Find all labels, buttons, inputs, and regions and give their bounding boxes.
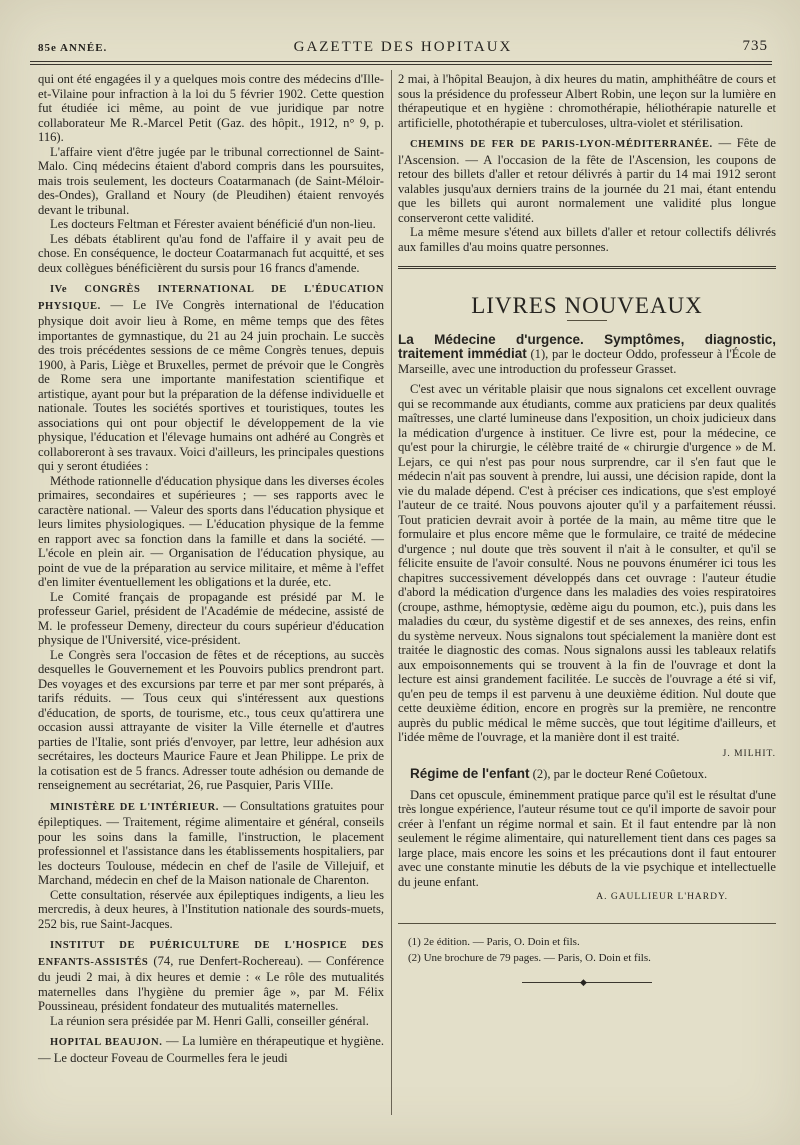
news-item-institut: INSTITUT DE PUÉRICULTURE DE L'HOSPICE DES ENFANTS-ASSISTÉS (74, rue Denfert-Rochereau). — Conférence du jeudi 2 mai, à dix heures et demie : « Le rôle des mutualités maternelles dans l'hygiène du premier âge », par M. Félix Poussineau, président fondateur des mutualités maternelles.	[38, 940, 384, 1013]
book-entry-medecine: La Médecine d'urgence. Symptômes, diagnostic, traitement immédiat (1), par le docteur Oddo, professeur à l'École de Marseille, avec une introduction du professeur Grasset.	[398, 331, 776, 376]
end-ornament	[522, 982, 652, 983]
paragraph: Cette consultation, réservée aux épileptiques indigents, a lieu les mercredis, à deux heures, à l'Institution nationale des sourds-muets, 252 bis, rue Saint-Jacques.	[38, 887, 384, 931]
rubric-heading: MINISTÈRE DE L'INTÉRIEUR.	[50, 801, 220, 813]
paragraph: Les débats établirent qu'au fond de l'affaire il y avait peu de chose. En conséquence, le docteur Coatarmanach fut acquitté, et ses deux collègues bénéficièrent du sursis pour 16 francs d'amende.	[38, 231, 384, 275]
header-title: GAZETTE DES HOPITAUX	[293, 39, 513, 55]
paragraph: Dans cet opuscule, éminemment pratique parce qu'il est le résultat d'une très longue expérience, l'auteur résume tout ce qu'il importe de savoir pour créer à l'enfant un régime normal et sain. Et il faut entendre par là non seulement le régime alimentaire, qui naturellement tient dans ces pages sa large place, mais encore les soins et les précautions dont il faut entourer avec une constante minutie les débuts de la vie psychique et intellectuelle du jeune enfant.	[398, 787, 776, 889]
rubric-heading: HOPITAL BEAUJON.	[50, 1037, 163, 1048]
left-column	[38, 72, 384, 1065]
paragraph: C'est avec un véritable plaisir que nous signalons cet excellent ouvrage qui se recommande aux étudiants, comme aux praticiens par deux qualités maîtresses, une clarté lumineuse dans l'exposition, un choix judicieux dans la médication d'urgence à instituer. Ce livre est, pour la médecine, ce qu'est pour la chirurgie, le célèbre traité de « chirurgie d'urgence » de M. Lejars, ce qui n'est pas pour nous surprendre, car il s'en faut que le médecin n'ait pas souvent à prendre, lui aussi, une décision rapide, dont la vie du malade dépend. C'est à préciser ces indications, que s'est employé l'auteur de ce traité. Nous pouvons ajouter qu'il y a parfaitement réussi. Tout praticien devrait avoir à portée de la main, au même titre que le formulaire et plus encore même que le formulaire, ce traité de médecine d'urgence ; nul doute que très souvent il n'ait à le consulter, et qu'il se félicite ensuite de l'avoir consulté. Nous ne pouvons énumérer ici tous les chapitres successivement développés dans cet ouvrage : l'auteur étudie d'abord la médication d'urgence dans les maladies des voies respiratoires (croupe, asthme, hémoptysie, œdème aigu du poumon, etc.), puis dans les maladies du cœur, du système digestif et de ses annexes, des reins, enfin du système nerveux. Nous signalons tout spécialement la manière dont est traitée le diagnostic des comas. Nous signalons aussi les tableaux relatifs aux empoisonnements qui se trouvent à la fin de l'ouvrage et dont la lecture est ainsi grandement facilitée. Le succès de l'ouvrage a été si vif, qu'en peu de temps il est parvenu à une deuxième édition. Nul doute que cette deuxième édition, encore en progrès sur la première, ne rencontre auprès du public médical le même succès, que tout légitime d'ailleurs, et l'idée même de l'ouvrage, et la manière dont il est traité.	[398, 382, 776, 744]
paragraph: Le Comité français de propagande est présidé par M. le professeur Gariel, président de l'Académie de médecine, assisté de M. le professeur Demeny, directeur du cours supérieur d'éducation physique de l'Université, vice-président.	[38, 589, 384, 647]
header-page-number: 735	[742, 38, 768, 54]
page-header	[30, 38, 776, 58]
rubric-heading: INSTITUT DE PUÉRICULTURE DE L'HOSPICE DES ENFANTS-ASSISTÉS	[38, 940, 384, 968]
book-title: Régime de l'enfant	[410, 766, 530, 781]
footnote: (2) Une brochure de 79 pages. — Paris, O. Doin et fils.	[408, 951, 651, 964]
section-rule	[398, 266, 776, 269]
paragraph: La réunion sera présidée par M. Henri Galli, conseiller général.	[50, 1013, 369, 1028]
paragraph: 2 mai, à l'hôpital Beaujon, à dix heures du matin, amphithéâtre de cours et sous la présidence du professeur Albert Robin, une leçon sur la lumière en thérapeutique et en hygiène : chromothérapie, héliothérapie naturelle et artificielle, photothérapie et tuberculoses, ultra-violet et stérilisation.	[398, 72, 776, 130]
rubric-heading: CHEMINS DE FER DE PARIS-LYON-MÉDITERRANÉE.	[410, 139, 713, 150]
title-underline	[567, 320, 607, 321]
book-entry-regime: Régime de l'enfant (2), par le docteur René Coûetoux.	[410, 766, 708, 781]
review-signature: A. GAULLIEUR L'HARDY.	[596, 892, 728, 902]
news-item-ministere: MINISTÈRE DE L'INTÉRIEUR. — Consultations gratuites pour épileptiques. — Traitement, régime alimentaire et général, conseils pour les soins dans la famille, l'instruction, le placement professionnel et l'assistance dans les établissements hospitaliers, par les docteurs Toulouse, médecin en chef de l'asile de Villejuif, et Marchand, médecin en chef de la Maison nationale de Charenton.	[38, 798, 385, 887]
footnote: (1) 2e édition. — Paris, O. Doin et fils.	[408, 935, 580, 948]
paragraph: L'affaire vient d'être jugée par le tribunal correctionnel de Saint-Malo. Cinq médecins étaient d'abord compris dans les poursuites, mais trois seulement, les docteurs Coatarmanach (de Saint-Méloir-des-Ondes), Gralland et Noury (de Pleudihen) étaient renvoyés devant le tribunal.	[38, 144, 384, 217]
header-rule	[30, 61, 772, 65]
paragraph: Le Congrès sera l'occasion de fêtes et de réceptions, au succès desquelles le Gouvernement et les Pouvoirs publics prendront part. Des voyages et des excursions par terre et par mer sont préparés, à tarifs réduits. — Tous ceux qui s'intéressent aux questions d'éducation, de sports, de tourisme, etc., tous ceux qu'attirera une occasion aussi attrayante de visiter la Ville éternelle et d'autres parties de l'Italie, sont priés d'envoyer, par lettre, leur adhésion aux secrétaires, les docteurs Maurice Faure et Jean Philippe. Le prix de la cotisation est de 5 francs. Adresser toute adhésion ou demande de renseignement au secrétariat, 26, rue Pasquier, Paris VIIIe.	[38, 647, 384, 792]
news-item-beaujon: HOPITAL BEAUJON. — La lumière en thérapeutique et hygiène. — Le docteur Foveau de Courmelles fera le jeudi	[38, 1034, 384, 1065]
review-signature: J. MILHIT.	[722, 748, 776, 759]
header-year: 85e ANNÉE.	[38, 42, 108, 54]
rubric-heading: IVe CONGRÈS INTERNATIONAL DE L'ÉDUCATION PHYSIQUE.	[38, 284, 384, 312]
news-item-chemins: CHEMINS DE FER DE PARIS-LYON-MÉDITERRANÉE. — Fête de l'Ascension. — A l'occasion de la fête de l'Ascension, les coupons de retour des billets d'aller et retour délivrés à partir du 14 mai 1912 seront valables jusqu'aux derniers trains de la journée du 21 mai, étant entendu que les billets qui auront normalement une validité plus longue conserveront cette validité.	[398, 136, 776, 225]
paragraph: qui ont été engagées il y a quelques mois contre des médecins d'Ille-et-Vilaine pour infraction à la loi du 5 février 1902. Cette question fut étudiée ici même, au point de vue juridique par notre collaborateur Me R.-Marcel Petit (Gaz. des hôpit., 1912, n° 9, p. 116).	[38, 72, 384, 144]
footnotes	[398, 923, 776, 966]
book-title: La Médecine d'urgence. Symptômes, diagnostic, traitement immédiat	[398, 331, 776, 361]
paragraph: La même mesure s'étend aux billets d'aller et retour collectifs délivrés aux familles d'au moins quatre personnes.	[398, 225, 776, 254]
paragraph: Les docteurs Feltman et Férester avaient bénéficié d'un non-lieu.	[50, 217, 376, 231]
right-column	[398, 72, 776, 983]
paragraph: Méthode rationnelle d'éducation physique dans les diverses écoles primaires, secondaires et supérieures ; — ses rapports avec le caractère national. — Valeur des sports dans l'éducation physique et leurs limites physiologiques. — L'éducation physique de la femme en rapport avec sa fonction dans la famille et dans la société. — L'école en plein air. — Organisation de l'éducation physique, au point de vue de la préparation au service militaire, et même à l'effet d'en limiter éventuellement les obligations et la durée, etc.	[38, 473, 384, 589]
news-item-congres: IVe CONGRÈS INTERNATIONAL DE L'ÉDUCATION PHYSIQUE. — Le IVe Congrès international de l'éducation physique doit avoir lieu à Rome, en même temps que des fêtes importantes de gymnastique, du 21 au 24 juin prochain. Le succès des trois précédentes sessions de ce même Congrès tenues, depuis 1900, à Paris, Liège et Bruxelles, permet de prévoir que le Congrès de Rome sera une importante manifestation scientifique et artistique, ayant pour but la préparation de la défense individuelle et nationale. Toutes les sociétés sportives et touristiques, toutes les associations qui ont pour objectif le développement de la vie physique, l'éducation et l'élevage humains ont adhéré au Congrès et collaboreront à ses travaux. Voici d'ailleurs, les principales questions qui y seront étudiées :	[38, 284, 384, 473]
column-divider	[391, 70, 392, 1115]
section-title: LIVRES NOUVEAUX	[471, 293, 703, 318]
